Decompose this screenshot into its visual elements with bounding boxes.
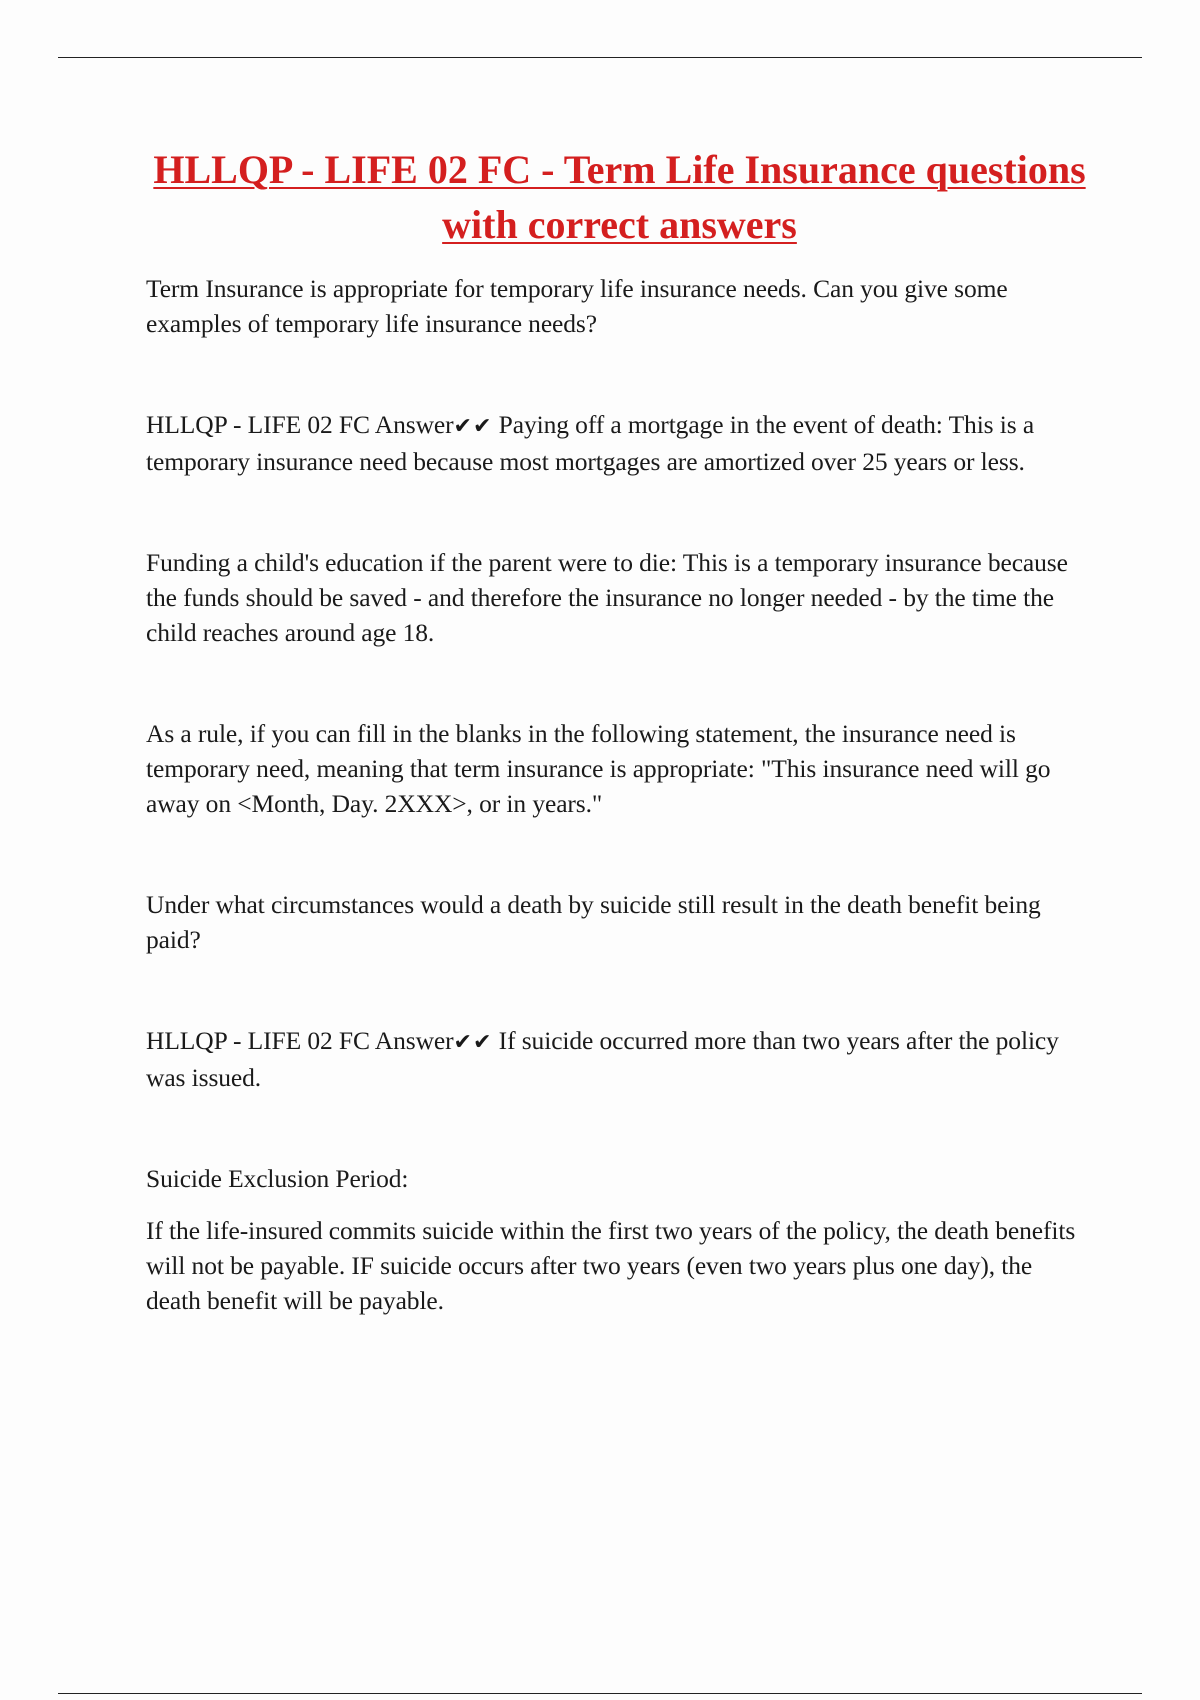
answer-prefix: HLLQP - LIFE 02 FC Answer <box>146 410 454 439</box>
paragraph-exclusion-detail: If the life-insured commits suicide within the first two years of the policy, the death benefits will not be payable. IF suicide occurs after two years (even two years plus one day), the death benefit will be payable. <box>146 1216 1076 1315</box>
document-title: HLLQP - LIFE 02 FC - Term Life Insurance questions with correct answers <box>153 147 1086 247</box>
document-body <box>146 271 1091 1318</box>
answer-1 <box>146 407 1091 479</box>
check-mark-icon: ✔✔ <box>453 414 493 439</box>
check-mark-icon: ✔✔ <box>453 1030 493 1055</box>
top-rule <box>58 57 1142 58</box>
question-1: Term Insurance is appropriate for temporary life insurance needs. Can you give some examples of temporary life insurance needs? <box>146 274 1008 338</box>
question-2: Under what circumstances would a death by suicide still result in the death benefit being paid? <box>146 890 1041 954</box>
paragraph-education: Funding a child's education if the parent were to die: This is a temporary insurance because the funds should be saved - and therefore the insurance no longer needed - by the time the child reaches around age 18. <box>146 548 1068 647</box>
bottom-rule <box>58 1693 1142 1694</box>
answer-2 <box>146 1023 1091 1095</box>
paragraph-rule: As a rule, if you can fill in the blanks in the following statement, the insurance need is temporary need, meaning that term insurance is appropriate: "This insurance need will go away on <Month, Day. 2XXX>, or in years." <box>146 719 1051 818</box>
answer-1-text: Paying off a mortgage in the event of death: This is a temporary insurance need because most mortgages are amortized over 25 years or less. <box>146 410 1035 476</box>
answer-2-text: If suicide occurred more than two years after the policy was issued. <box>146 1026 1059 1092</box>
answer-prefix: HLLQP - LIFE 02 FC Answer <box>146 1026 454 1055</box>
paragraph-exclusion-heading: Suicide Exclusion Period: <box>146 1164 409 1193</box>
